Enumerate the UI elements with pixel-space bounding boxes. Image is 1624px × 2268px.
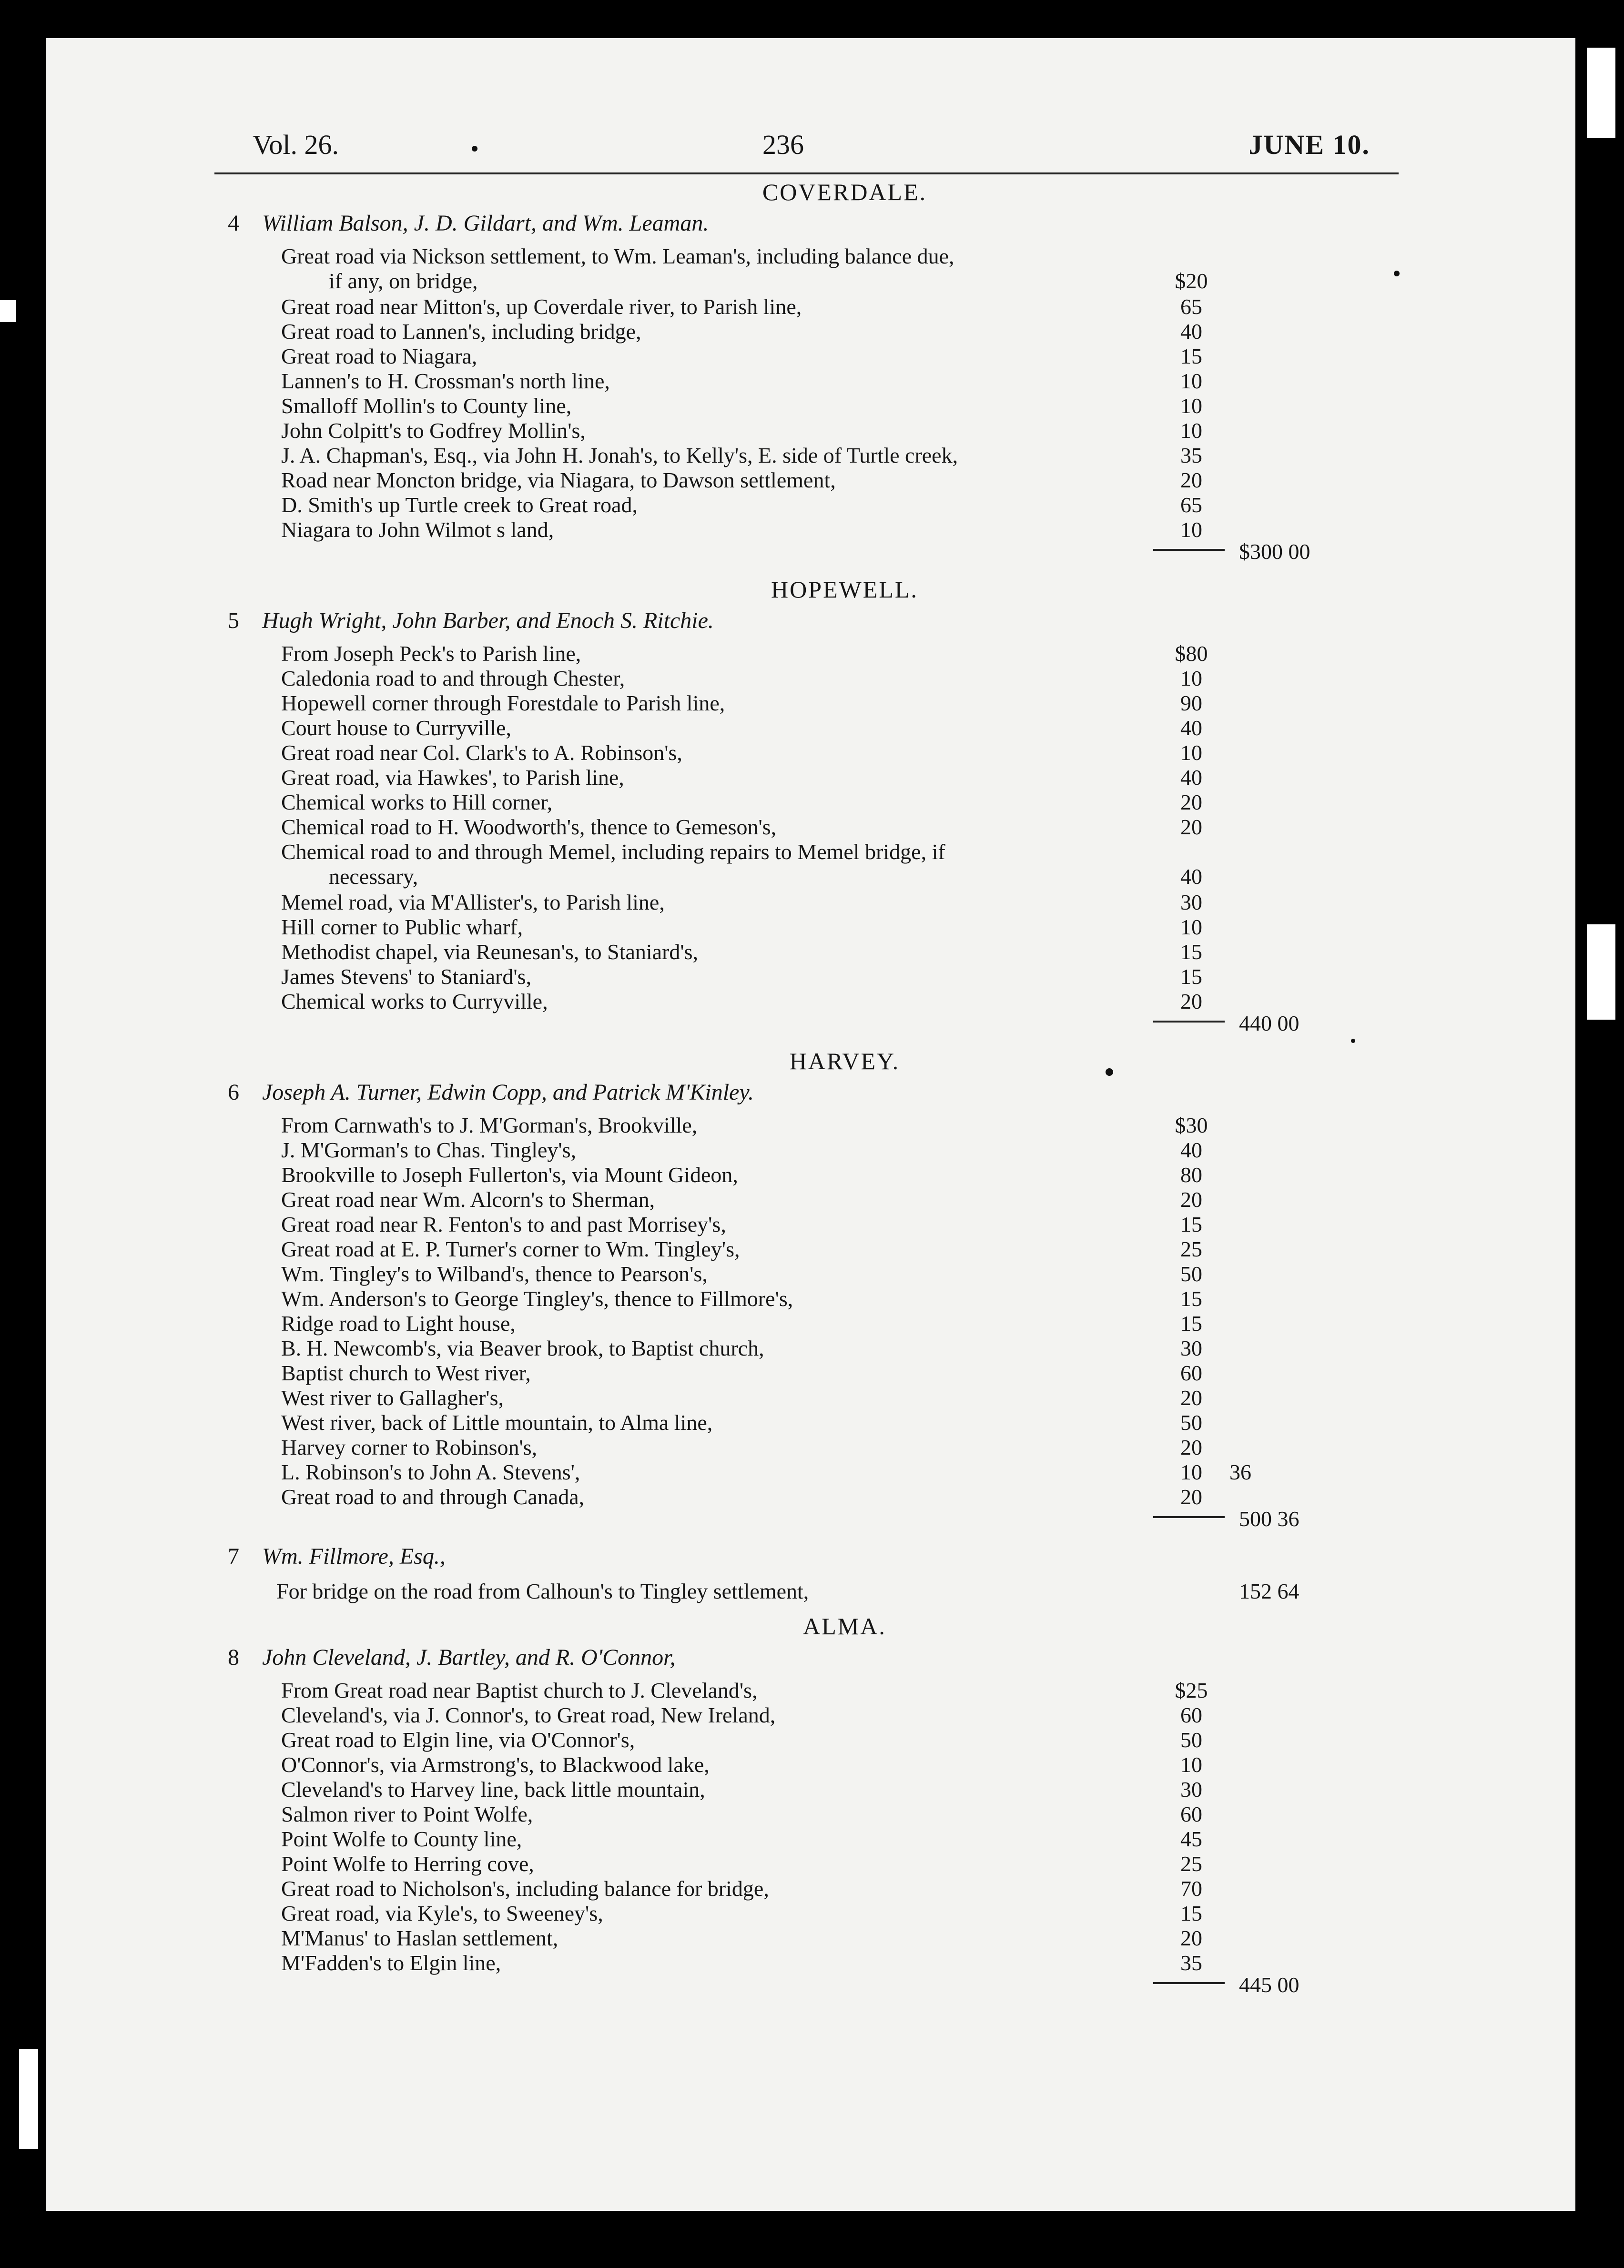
- item-amount: 50: [1180, 1410, 1202, 1435]
- item-amount: 15: [1180, 344, 1202, 368]
- item-description: From Great road near Baptist church to J. Cleveland's,: [281, 1678, 758, 1702]
- item-description: Cleveland's to Harvey line, back little mountain,: [281, 1777, 705, 1802]
- list-item: [214, 940, 1399, 964]
- commissioners-line: [214, 208, 1399, 239]
- commissioners-line: [214, 1077, 1399, 1108]
- item-description: Wm. Tingley's to Wilband's, thence to Pearson's,: [281, 1262, 708, 1286]
- list-item: [214, 493, 1399, 517]
- commissioners-line: [214, 1541, 1399, 1572]
- volume-label: Vol. 26.: [253, 129, 339, 160]
- item-amount: $20: [1175, 269, 1208, 293]
- entry-number: 5: [228, 608, 239, 633]
- item-amount: 15: [1180, 1901, 1202, 1925]
- item-amount: $25: [1175, 1678, 1208, 1702]
- list-item: [214, 740, 1399, 765]
- item-amount: 10: [1180, 1460, 1202, 1484]
- list-item: [214, 1187, 1399, 1212]
- item-description: B. H. Newcomb's, via Beaver brook, to Baptist church,: [281, 1336, 764, 1360]
- item-amount: 10: [1180, 915, 1202, 939]
- entry-number: 4: [228, 211, 239, 236]
- item-amount: 40: [1180, 319, 1202, 344]
- list-item: [214, 319, 1399, 344]
- item-amount: 15: [1180, 1286, 1202, 1311]
- item-amount: 45: [1180, 1827, 1202, 1851]
- section-total: 440 00: [1239, 1011, 1299, 1035]
- item-description: Brookville to Joseph Fullerton's, via Mount Gideon,: [281, 1163, 738, 1187]
- list-item: [214, 468, 1399, 493]
- page-content: [214, 119, 1399, 2163]
- list-item: [214, 716, 1399, 740]
- item-amount: 35: [1180, 1951, 1202, 1975]
- film-edge-tab-left: [0, 300, 16, 322]
- list-item: [214, 418, 1399, 443]
- item-description: M'Manus' to Haslan settlement,: [281, 1926, 558, 1950]
- item-description: Great road near Col. Clark's to A. Robinson's,: [281, 740, 682, 765]
- item-description: Great road, via Kyle's, to Sweeney's,: [281, 1901, 603, 1925]
- entry-number: 8: [228, 1645, 239, 1670]
- item-amount: 20: [1180, 1435, 1202, 1459]
- list-item: [214, 344, 1399, 369]
- section-title: COVERDALE.: [762, 179, 927, 205]
- list-item: [214, 1113, 1399, 1138]
- page-number: 236: [762, 129, 804, 160]
- appropriation-list: [214, 176, 1399, 2007]
- item-amount: 10: [1180, 1752, 1202, 1777]
- commissioner-names: Joseph A. Turner, Edwin Copp, and Patrick M'Kinley.: [262, 1080, 754, 1105]
- item-amount: 20: [1180, 1485, 1202, 1509]
- section-total: $300 00: [1239, 539, 1310, 564]
- item-amount: 20: [1180, 468, 1202, 492]
- item-amount: 40: [1180, 864, 1202, 889]
- item-amount: 60: [1180, 1802, 1202, 1826]
- item-amount: 60: [1180, 1361, 1202, 1385]
- list-item: [214, 1262, 1399, 1286]
- list-item: [214, 517, 1399, 542]
- item-amount: 30: [1180, 1777, 1202, 1802]
- list-item: [214, 1951, 1399, 1975]
- item-amount: 20: [1180, 989, 1202, 1013]
- commissioner-names: William Balson, J. D. Gildart, and Wm. Leaman.: [262, 211, 709, 236]
- list-item: [214, 765, 1399, 790]
- list-item: [214, 269, 1399, 294]
- section-title: ALMA.: [803, 1613, 886, 1640]
- item-amount: 80: [1180, 1163, 1202, 1187]
- item-description: John Colpitt's to Godfrey Mollin's,: [281, 418, 586, 443]
- item-description: From Carnwath's to J. M'Gorman's, Brookville,: [281, 1113, 698, 1137]
- item-amount: 15: [1180, 1311, 1202, 1336]
- list-item: [214, 1901, 1399, 1926]
- list-item: [214, 1802, 1399, 1827]
- item-amount: 90: [1180, 691, 1202, 715]
- list-item: [214, 641, 1399, 666]
- item-description: James Stevens' to Staniard's,: [281, 964, 532, 989]
- item-description: Great road near Mitton's, up Coverdale river, to Parish line,: [281, 294, 802, 319]
- item-description: necessary,: [329, 864, 418, 889]
- item-amount: 10: [1180, 394, 1202, 418]
- ink-speck: [472, 146, 477, 152]
- item-amount: 65: [1180, 294, 1202, 319]
- bridge-grant-line: [214, 1572, 1399, 1610]
- item-description: O'Connor's, via Armstrong's, to Blackwood lake,: [281, 1752, 710, 1777]
- film-edge-tab-top-right: [1587, 48, 1615, 138]
- list-item: [214, 394, 1399, 418]
- item-description: J. M'Gorman's to Chas. Tingley's,: [281, 1138, 577, 1162]
- section-total: 152 64: [1239, 1579, 1299, 1603]
- header-rule: [214, 172, 1399, 174]
- item-description: For bridge on the road from Calhoun's to Tingley settlement,: [276, 1579, 809, 1603]
- item-list: [214, 1113, 1399, 1509]
- section-total-line: [214, 539, 1399, 574]
- item-amount: 20: [1180, 790, 1202, 814]
- item-description: Chemical works to Hill corner,: [281, 790, 553, 814]
- film-edge-tab-left-bottom: [19, 2049, 38, 2149]
- list-item: [214, 244, 1399, 269]
- item-description: West river, back of Little mountain, to Alma line,: [281, 1410, 713, 1435]
- total-rule: [1153, 1021, 1225, 1023]
- entry-number: 6: [228, 1080, 239, 1105]
- list-item: [214, 294, 1399, 319]
- list-item: [214, 815, 1399, 840]
- list-item: [214, 1777, 1399, 1802]
- item-amount: 15: [1180, 1212, 1202, 1236]
- entry-number: 7: [228, 1544, 239, 1569]
- item-description: Memel road, via M'Allister's, to Parish line,: [281, 890, 665, 914]
- item-amount: 35: [1180, 443, 1202, 467]
- item-description: Great road to Niagara,: [281, 344, 477, 368]
- item-description: Great road, via Hawkes', to Parish line,: [281, 765, 624, 790]
- list-item: [214, 790, 1399, 815]
- item-amount: 10: [1180, 740, 1202, 765]
- list-item: [214, 890, 1399, 915]
- list-item: [214, 369, 1399, 394]
- item-amount: 50: [1180, 1262, 1202, 1286]
- list-item: [214, 1827, 1399, 1852]
- item-description: Hopewell corner through Forestdale to Parish line,: [281, 691, 725, 715]
- item-description: Harvey corner to Robinson's,: [281, 1435, 538, 1459]
- item-description: Great road at E. P. Turner's corner to Wm. Tingley's,: [281, 1237, 740, 1261]
- section-total: 445 00: [1239, 1973, 1299, 1997]
- list-item: [214, 964, 1399, 989]
- list-item: [214, 1678, 1399, 1703]
- section-total-line: [214, 1509, 1399, 1541]
- list-item: [214, 915, 1399, 940]
- item-description: Chemical road to and through Memel, including repairs to Memel bridge, if: [281, 840, 945, 864]
- item-description: Point Wolfe to County line,: [281, 1827, 522, 1851]
- list-item: [214, 666, 1399, 691]
- item-description: Great road to Nicholson's, including balance for bridge,: [281, 1876, 769, 1901]
- item-description: Great road to Lannen's, including bridge,: [281, 319, 641, 344]
- item-amount: $80: [1175, 641, 1208, 666]
- total-rule: [1153, 549, 1225, 551]
- item-amount: 10: [1180, 369, 1202, 393]
- item-list: [214, 641, 1399, 1014]
- list-item: [214, 1926, 1399, 1951]
- item-amount: 20: [1180, 1187, 1202, 1212]
- item-amount: 60: [1180, 1703, 1202, 1727]
- list-item: [214, 1752, 1399, 1777]
- commissioner-names: Hugh Wright, John Barber, and Enoch S. Ritchie.: [262, 608, 714, 633]
- item-description: Lannen's to H. Crossman's north line,: [281, 369, 610, 393]
- item-description: Ridge road to Light house,: [281, 1311, 516, 1336]
- item-amount: $30: [1175, 1113, 1208, 1137]
- list-item: [214, 840, 1399, 864]
- list-item: [214, 1237, 1399, 1262]
- item-description: Point Wolfe to Herring cove,: [281, 1852, 534, 1876]
- item-description: Baptist church to West river,: [281, 1361, 531, 1385]
- item-description: Road near Moncton bridge, via Niagara, to Dawson settlement,: [281, 468, 836, 492]
- item-description: Wm. Anderson's to George Tingley's, thence to Fillmore's,: [281, 1286, 793, 1311]
- item-description: Great road to and through Canada,: [281, 1485, 585, 1509]
- commissioner-names: John Cleveland, J. Bartley, and R. O'Connor,: [262, 1645, 676, 1670]
- list-item: [214, 1163, 1399, 1187]
- item-description: Niagara to John Wilmot s land,: [281, 517, 554, 542]
- list-item: [214, 1852, 1399, 1876]
- list-item: [214, 1410, 1399, 1435]
- commissioners-line: [214, 1642, 1399, 1673]
- item-description: Great road via Nickson settlement, to Wm. Leaman's, including balance due,: [281, 244, 954, 268]
- section-title: HOPEWELL.: [771, 576, 918, 603]
- item-amount: 40: [1180, 1138, 1202, 1162]
- section-title: HARVEY.: [789, 1048, 900, 1074]
- item-amount: 30: [1180, 890, 1202, 914]
- list-item: [214, 1703, 1399, 1728]
- item-description: J. A. Chapman's, Esq., via John H. Jonah's, to Kelly's, E. side of Turtle creek,: [281, 443, 958, 467]
- item-description: Smalloff Mollin's to County line,: [281, 394, 572, 418]
- running-header: [214, 129, 1399, 172]
- list-item: [214, 1435, 1399, 1460]
- item-description: Great road near Wm. Alcorn's to Sherman,: [281, 1187, 655, 1212]
- list-item: [214, 1361, 1399, 1386]
- list-item: [214, 1336, 1399, 1361]
- list-item: [214, 1286, 1399, 1311]
- item-description: West river to Gallagher's,: [281, 1386, 504, 1410]
- item-description: Great road to Elgin line, via O'Connor's,: [281, 1728, 635, 1752]
- item-description: Hill corner to Public wharf,: [281, 915, 523, 939]
- list-item: [214, 1460, 1399, 1485]
- item-amount: 20: [1180, 1926, 1202, 1950]
- item-description: Methodist chapel, via Reunesan's, to Staniard's,: [281, 940, 699, 964]
- list-item: [214, 1485, 1399, 1509]
- list-item: [214, 1386, 1399, 1410]
- document-page: [46, 38, 1575, 2211]
- list-item: [214, 1138, 1399, 1163]
- item-amount: 10: [1180, 517, 1202, 542]
- item-amount: 25: [1180, 1237, 1202, 1261]
- total-rule: [1153, 1982, 1225, 1984]
- item-amount: 40: [1180, 716, 1202, 740]
- page-date: JUNE 10.: [1248, 129, 1370, 160]
- item-description: Chemical road to H. Woodworth's, thence to Gemeson's,: [281, 815, 777, 839]
- film-edge-tab-right: [1587, 924, 1615, 1020]
- item-description: Great road near R. Fenton's to and past Morrisey's,: [281, 1212, 726, 1236]
- list-item: [214, 1728, 1399, 1752]
- list-item: [214, 989, 1399, 1014]
- list-item: [214, 443, 1399, 468]
- item-amount: 25: [1180, 1852, 1202, 1876]
- item-description: D. Smith's up Turtle creek to Great road,: [281, 493, 638, 517]
- item-description: M'Fadden's to Elgin line,: [281, 1951, 501, 1975]
- list-item: [214, 1876, 1399, 1901]
- item-amount: 10: [1180, 666, 1202, 690]
- item-description: Caledonia road to and through Chester,: [281, 666, 625, 690]
- item-amount: 20: [1180, 815, 1202, 839]
- item-description: Cleveland's, via J. Connor's, to Great road, New Ireland,: [281, 1703, 776, 1727]
- section-total: 500 36: [1239, 1507, 1299, 1531]
- item-description: Salmon river to Point Wolfe,: [281, 1802, 533, 1826]
- list-item: [214, 1311, 1399, 1336]
- list-item: [214, 864, 1399, 890]
- item-amount: 65: [1180, 493, 1202, 517]
- commissioner-names: Wm. Fillmore, Esq.,: [262, 1544, 446, 1569]
- item-amount: 50: [1180, 1728, 1202, 1752]
- item-description: if any, on bridge,: [329, 269, 478, 293]
- total-rule: [1153, 1516, 1225, 1518]
- list-item: [214, 1212, 1399, 1237]
- item-description: Court house to Curryville,: [281, 716, 511, 740]
- item-list: [214, 1678, 1399, 1975]
- item-extra: 36: [1229, 1460, 1251, 1484]
- section-total-line: [214, 1975, 1399, 2007]
- section-total-line: [214, 1011, 1399, 1045]
- list-item: [214, 691, 1399, 716]
- item-description: From Joseph Peck's to Parish line,: [281, 641, 581, 666]
- item-amount: 15: [1180, 940, 1202, 964]
- item-amount: 10: [1180, 418, 1202, 443]
- item-description: Chemical works to Curryville,: [281, 989, 548, 1013]
- item-amount: 15: [1180, 964, 1202, 989]
- item-amount: 70: [1180, 1876, 1202, 1901]
- item-amount: 20: [1180, 1386, 1202, 1410]
- item-amount: 30: [1180, 1336, 1202, 1360]
- item-amount: 40: [1180, 765, 1202, 790]
- item-description: L. Robinson's to John A. Stevens',: [281, 1460, 580, 1484]
- commissioners-line: [214, 605, 1399, 637]
- item-list: [214, 244, 1399, 542]
